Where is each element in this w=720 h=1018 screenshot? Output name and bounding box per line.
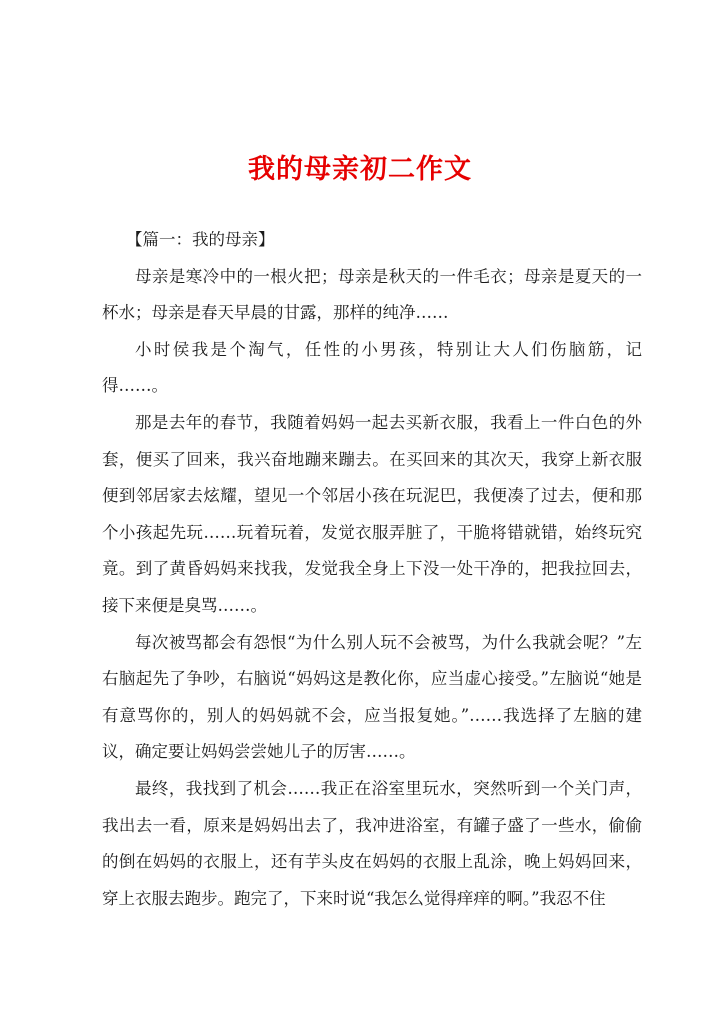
paragraph-1: 母亲是寒冷中的一根火把；母亲是秋天的一件毛衣；母亲是夏天的一杯水；母亲是春天早晨的甘露，那样的纯净……	[102, 266, 642, 323]
document-body	[102, 222, 642, 917]
paragraph-5: 最终，我找到了机会……我正在浴室里玩水，突然听到一个关门声，我出去一看，原来是妈妈出去了，我冲进浴室，有罐子盛了一些水，偷偷的倒在妈妈的衣服上，还有芋头皮在妈妈的衣服上乱涂，晚上妈妈回来，穿上衣服去跑步。跑完了，下来时说“我怎么觉得痒痒的啊。”我忍不住	[102, 778, 642, 908]
paragraph-4: 每次被骂都会有怨恨“为什么别人玩不会被骂，为什么我就会呢？”左右脑起先了争吵，右脑说“妈妈这是教化你，应当虚心接受。”左脑说“她是有意骂你的，别人的妈妈就不会，应当报复她。”……我选择了左脑的建议，确定要让妈妈尝尝她儿子的厉害……。	[102, 632, 642, 762]
document-title: 我的母亲初二作文	[248, 154, 472, 185]
paragraph-3: 那是去年的春节，我随着妈妈一起去买新衣服，我看上一件白色的外套，便买了回来，我兴奋地蹦来蹦去。在买回来的其次天，我穿上新衣服便到邻居家去炫耀，望见一个邻居小孩在玩泥巴，我便凑了过去，便和那个小孩起先玩……玩着玩着，发觉衣服弄脏了，干脆将错就错，始终玩究竟。到了黄昏妈妈来找我，发觉我全身上下没一处干净的，把我拉回去，接下来便是臭骂……。	[102, 412, 642, 615]
section-heading: 【篇一：我的母亲】	[126, 230, 275, 249]
paragraph-2: 小时侯我是个淘气，任性的小男孩，特别让大人们伤脑筋，记得……。	[102, 339, 642, 396]
